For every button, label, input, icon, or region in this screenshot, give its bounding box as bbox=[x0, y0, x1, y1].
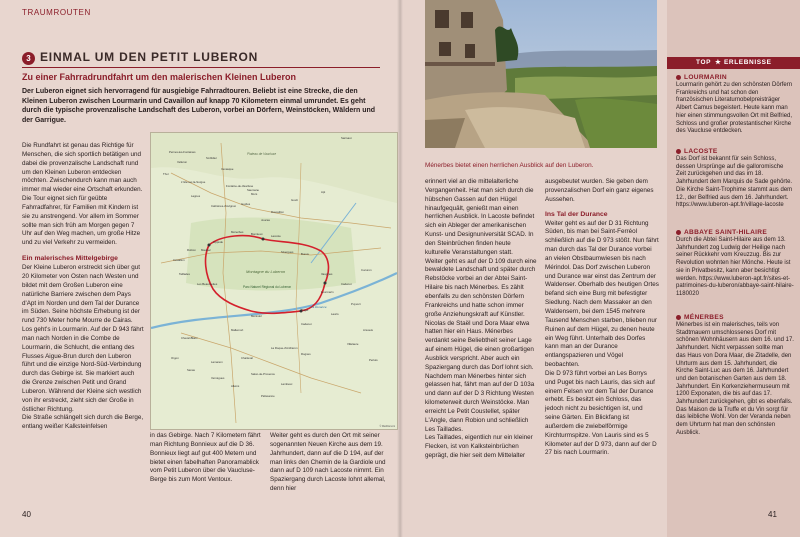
page-number-left: 40 bbox=[22, 510, 31, 519]
map-place-label: Mérindol bbox=[251, 314, 262, 318]
map-place-label: Vernègues bbox=[211, 376, 225, 380]
article-subtitle: Zu einer Fahrradrundfahrt um den malerischen Kleinen Luberon bbox=[22, 72, 297, 82]
column-4-paragraph-1: erinnert viel an die mittelalterliche Vergangenheit. Hat man sich durch die hübschen Gassen auf den Hügel hinaufgequält, genießt man einen herrlichen Ausblick. In Lacoste befindet sich ein Ableger der amerikanischen Kunst- und Designuniversität SCAD. In den Steinbrüchen finden heute kulturelle Veranstaltungen statt. bbox=[425, 178, 535, 256]
text-column-3 bbox=[270, 432, 388, 494]
map-place-label: Cucuron bbox=[361, 268, 372, 272]
star-icon: ★ bbox=[715, 59, 722, 66]
map-place-label: Cheval-Blanc bbox=[181, 336, 198, 340]
sidebar-item-menerbes bbox=[676, 313, 794, 438]
menerbes-photo bbox=[425, 0, 657, 148]
map-place-label: Mallemort bbox=[231, 328, 244, 332]
bullet-icon bbox=[676, 149, 681, 154]
map-place-label: Alleins bbox=[231, 384, 240, 388]
column-5-paragraph-1: ausgebeutet wurden. Sie geben dem provenzalischen Dorf ein ganz eigenes Aussehen. bbox=[545, 178, 654, 203]
map-place-label: Lacoste bbox=[271, 234, 281, 238]
map-place-label: Apt bbox=[321, 190, 326, 194]
page-number-right: 41 bbox=[768, 510, 777, 519]
map-river-label: La Durance bbox=[311, 305, 327, 309]
route-map-graphic bbox=[151, 133, 397, 429]
column-5-heading: Ins Tal der Durance bbox=[545, 210, 608, 218]
route-map bbox=[150, 132, 398, 430]
map-place-label: Lambesc bbox=[281, 382, 293, 386]
running-head: TRAUMROUTEN bbox=[22, 8, 91, 17]
sidebar-item-title: LACOSTE bbox=[684, 148, 718, 155]
sidebar-item-lourmarin bbox=[676, 73, 794, 136]
map-place-label: Rognes bbox=[301, 352, 311, 356]
text-column-4 bbox=[425, 178, 537, 461]
bullet-icon bbox=[676, 230, 681, 235]
map-place-label: Lourmarin bbox=[321, 290, 334, 294]
map-place-label: Pernes-les-Fontaines bbox=[169, 150, 196, 154]
map-place-label: Velleron bbox=[177, 160, 188, 164]
column-1-heading: Ein malerisches Mittelgebirge bbox=[22, 255, 118, 263]
map-place-label: Pélissanne bbox=[261, 394, 275, 398]
column-1-paragraph-2: Der Kleine Luberon erstreckt sich über gut 20 Kilometer von Osten nach Westen und bildet mit dem Großen Luberon eine natürliche Barriere zwischen dem Pays d'Apt im Norden und dem Tal der Durance im Süden. Seine höchste Erhebung ist der rund 730 Meter hohe Mourre de Cairas. Los geht's in Lourmarin. Auf der D 943 fährt man nach Norden in die Combe de Lourmarin, die Schlucht, die entlang des Flusses Aigue-Brun durch den Luberon führt und die einzige Nord-Süd-Verbindung durch das Gebirge ist. Sie markiert auch die Grenze zwischen Petit und Grand Luberon. Während der Kleine sich westlich von ihr erstreckt, zieht sich der Große in östlicher Richtung. bbox=[22, 264, 144, 413]
map-place-label: Murs bbox=[251, 192, 258, 196]
map-place-label: Thor bbox=[163, 172, 169, 176]
section-number-badge: 3 bbox=[22, 52, 35, 65]
column-1-paragraph-3: Die Straße schlängelt sich durch die Berge, entlang weißer Kalksteinfelsen bbox=[22, 414, 144, 431]
map-place-label: Robion bbox=[187, 248, 196, 252]
map-place-label: St-Didier bbox=[206, 156, 217, 160]
title-rule bbox=[22, 67, 380, 68]
map-place-label: L'Isle-sur-la-Sorgue bbox=[181, 180, 206, 184]
map-place-label: Les Beaumettes bbox=[197, 282, 218, 286]
sidebar-item-title: MÉNERBES bbox=[684, 314, 724, 321]
map-place-label: Sénas bbox=[187, 368, 195, 372]
text-column-1 bbox=[22, 142, 144, 432]
bullet-icon bbox=[676, 75, 681, 80]
map-place-label: Cadenet bbox=[301, 322, 312, 326]
sidebar-item-text: Durch die Abtei Saint-Hilaire aus dem 13. Jahrhundert zog Ludwig der Heilige nach seiner Rückkehr vom Kreuzzug. Bis zur Revolution wohnten hier Mönche. Heute ist sie in Privatbesitz, kann aber besichtigt werden. https://www.luberon-apt.fr/sites-et-patrimoines-du-luberon/abbaye-saint-hilaire-1180020 bbox=[676, 237, 794, 297]
map-place-label: Buoux bbox=[301, 252, 309, 256]
map-place-label: Cabrières-d'Avignon bbox=[211, 204, 237, 208]
map-place-label: Ansouis bbox=[363, 328, 373, 332]
bullet-icon bbox=[676, 315, 681, 320]
map-plateau-label: Plateau de Vaucluse bbox=[247, 152, 277, 156]
column-1-paragraph-1: Die Rundfahrt ist genau das Richtige für Menschen, die sich sportlich betätigen und dabei die provenzalische Landschaft rund um den Kleinen Luberon entdecken möchten. Zwischendurch kann man auch immer mal wieder eine Ortschaft erkunden. Die Tour eignet sich für geübte Fahrradfahrer, für Familien mit Kindern ist sie zu anstrengend. Vor allem im Sommer sollte man sich früh am Morgen gegen 7 Uhr auf den Weg machen, um große Hitze und zu viel Verkehr zu vermeiden. bbox=[22, 142, 143, 247]
map-place-label: Venasque bbox=[221, 167, 234, 171]
map-place-label: Gordes bbox=[241, 202, 251, 206]
map-place-label: Cavaillon bbox=[173, 258, 185, 262]
map-place-label: Sarrsaut bbox=[341, 136, 352, 140]
map-place-label: Vaugines bbox=[321, 272, 333, 276]
banner-label-erlebnisse: ERLEBNISSE bbox=[724, 59, 772, 66]
menerbes-photo-graphic bbox=[425, 0, 657, 148]
map-copyright: © MairDumont bbox=[379, 425, 395, 428]
map-place-label: Charleval bbox=[241, 356, 253, 360]
photo-caption: Ménerbes bietet einen herrlichen Ausblick auf den Luberon. bbox=[425, 162, 594, 169]
map-place-label: Orgon bbox=[171, 356, 179, 360]
column-5-paragraph-2: Weiter geht es auf der D 31 Richtung Süden, bis man bei Saint-Ferréol schließlich auf die D 973 stößt. Nun fährt man durch das Tal der Durance vorbei an vielen Obstbaumwiesen bis nach Mérindol. Das Dorf zwischen Luberon und Durance war einst das Zentrum der Waldenser. Oberhalb des heutigen Ortes befand sich eine Burg mit befestigter Siedlung. Nach dem Massaker an den Waldensern, bei dem 1545 mehrere Tausend Menschen starben, blieben nur Ruinen auf dem Hügel, zu denen heute ein Weg führt. Unterhalb des Dorfes kann man an der Durance entlangspazieren und Vögel beobachten. bbox=[545, 219, 659, 369]
column-3-paragraph: Weiter geht es durch den Ort mit seiner sogenannten Neuen Kirche aus dem 19. Jahrhundert, dann auf die D 194, auf der man links den Chemin de la Gardiole und dann auf D 109 nach Lacoste nimmt. Ein Spaziergang durch Lacoste lohnt allemal, denn hier bbox=[270, 432, 386, 493]
intro-paragraph: Der Luberon eignet sich hervorragend für ausgiebige Fahrradtouren. Beliebt ist eine Strecke, die den Kleinen Luberon zwischen Lourmarin und Cavaillon auf knapp 70 Kilometern einmal umrundet. Es geht durch die typische provenzalische Landschaft des Luberon, vorbei an Dörfern, Weinstöcken, Wäldern und der Garrigue. bbox=[22, 88, 376, 124]
map-place-label: Ménerbes bbox=[231, 230, 244, 234]
map-place-label: Lamanon bbox=[211, 360, 223, 364]
sidebar-item-lacoste bbox=[676, 147, 794, 210]
map-place-label: Fontaine-de-Vaucluse bbox=[226, 184, 254, 188]
map-place-label: Puyvert bbox=[351, 302, 361, 306]
sidebar-item-text: Das Dorf ist bekannt für sein Schloss, dessen Ursprünge auf die galloromische Zeit zurückgehen und das im 18. Jahrhundert dem Marquis de Sade gehörte. Die Kirche Saint-Trophime stammt aus dem 12., der Belfried aus dem 16. Jahrhundert. https://www.luberon-apt.fr/village-lacoste bbox=[676, 156, 793, 209]
banner-label-top: TOP bbox=[696, 59, 712, 66]
map-place-label: Lauris bbox=[331, 312, 339, 316]
map-place-label: Roussillon bbox=[271, 210, 284, 214]
text-column-5 bbox=[545, 178, 659, 458]
sidebar-item-abbaye-saint-hilaire bbox=[676, 228, 794, 299]
sidebar-item-text: Lourmarin gehört zu den schönsten Dörfern Frankreichs und hat schon den französischen Literaturnobelpreisträger Albert Camus begeistert. Heute kann man hier einen stimmungsvollen Ort mit Belfried, Schloss und großer protestantischer Kirche des Vaucluse entdecken. bbox=[676, 82, 793, 135]
map-place-label: Salon-de-Provence bbox=[251, 372, 275, 376]
sidebar-item-title: ABBAYE SAINT-HILAIRE bbox=[684, 229, 768, 236]
map-place-label: Joucas bbox=[261, 218, 270, 222]
map-range-label: Montagne du Luberon bbox=[246, 269, 286, 274]
map-place-label: Bonnieux bbox=[251, 232, 263, 236]
text-column-2 bbox=[150, 432, 262, 485]
map-place-label: Goult bbox=[291, 198, 298, 202]
map-place-label: Puget bbox=[301, 308, 309, 312]
top-erlebnisse-banner bbox=[667, 57, 800, 69]
map-place-label: Pertuis bbox=[369, 358, 378, 362]
column-2-paragraph: in das Gebirge. Nach 7 Kilometern fährt man Richtung Bonnieux auf die D 36. Bonnieux liegt auf gut 400 Metern und bietet einen fabelhaften Panoramablick vom Petit Luberon über die Vaucluse-Berge bis zum Mont Ventoux. bbox=[150, 432, 261, 484]
map-region-label: Parc Naturel Régional du Luberon bbox=[243, 285, 292, 289]
column-5-paragraph-3: Die D 973 führt vorbei an Les Borrys und Puget bis nach Lauris, das sich auf einem Felsen vor dem Tal der Durance erhebt. Es besitzt ein Schloss, das jedoch nicht zu besichtigen ist, und seine Gärten. Ein Blickfang ist außerdem die zwiebelförmige Kirchturmspitze. Von Lauris sind es 5 Kilometer auf der D 973, dann auf der D 27 bis nach Lourmarin. bbox=[545, 369, 657, 457]
map-place-label: La Roque-d'Anthéron bbox=[271, 346, 298, 350]
sidebar-item-text: Ménerbes ist ein malerisches, teils von Stadtmauern umschlossenes Dorf mit schönen Wohnhäusern aus dem 16. und 17. Jahrhundert. Nicht verpassen sollte man das Haus von Dora Maar, die Zitadelle, den Uhrturm aus dem 15. Jahrhundert, die Kirche Saint-Luc aus dem 16. Jahrhundert und den botanischen Garten aus dem 18. Jahrhundert. Ein Korkenziehermuseum mit 1200 Exponaten, die bis auf das 17. Jahrhundert zurückgehen, gibt es ebenfalls. Das Maison de la Truffe et du Vin sorgt für das leibliche Wohl. Von der Veranda neben dem Uhrturm hat man den schönsten Ausblick. bbox=[676, 322, 794, 436]
map-place-label: Cadenet bbox=[341, 282, 352, 286]
map-place-label: Sivergues bbox=[281, 250, 294, 254]
sidebar-item-title: LOURMARIN bbox=[684, 74, 727, 81]
article-title: EINMAL UM DEN PETIT LUBERON bbox=[40, 50, 259, 64]
column-4-paragraph-3: Les Taillades, eigentlich nur ein kleiner Flecken, ist von Kalksteinbrüchen geprägt, die hier seit dem Mittelalter bbox=[425, 434, 533, 460]
column-4-paragraph-2: Weiter geht es auf der D 109 durch eine bewaldete Landschaft und später durch Rebstöcke vorbei an der Abtei Saint-Hilaire bis nach Ménerbes. Es zählt ebenfalls zu den schönsten Dörfern Frankreichs und hatte schon immer große Anziehungskraft auf Künstler. Nicolas de Staël und Dora Maar etwa hatten hier ein Haus. Ménerbes verdankt seine Beliebtheit seiner Lage auf einem Hügel, die einen großartigen Ausblick verspricht. Aber auch ein Spaziergang durch das Dorf lohnt sich. Nachdem man Ménerbes hinter sich gelassen hat, fährt man auf der D 103a und dann auf der D 3 Richtung Westen kilometerweit durch Weinstöcke. Man erreicht Le Petit Coustellet, später L'Angle, dann Robion und schließlich Les Taillades. bbox=[425, 257, 537, 433]
map-place-label: Villelaure bbox=[347, 342, 359, 346]
map-place-label: Taillades bbox=[179, 272, 190, 276]
map-place-label: Saumane bbox=[247, 188, 259, 192]
map-place-label: Lagnes bbox=[191, 194, 201, 198]
map-place-label: Oppède bbox=[213, 240, 223, 244]
map-place-label: Maubec bbox=[201, 248, 211, 252]
